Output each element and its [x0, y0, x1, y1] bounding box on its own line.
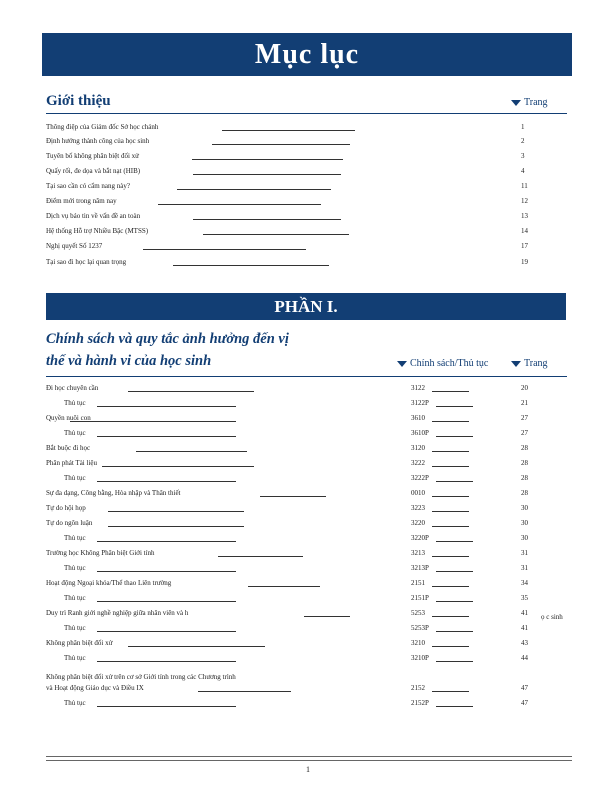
- policy-page: 28: [521, 474, 528, 482]
- policy-code: 3220: [411, 519, 425, 527]
- policy-entry-label: Sự đa dạng, Công bằng, Hòa nhập và Thân thiết: [46, 489, 181, 497]
- policy-entry-label: Tự do hội họp: [46, 504, 86, 512]
- toc-entry-page: 2: [521, 137, 525, 145]
- toc-leader-line: [97, 601, 236, 602]
- policy-entry[interactable]: [0, 502, 616, 514]
- policy-page: 28: [521, 489, 528, 497]
- policy-entry-label: Quyền nuôi con: [46, 414, 91, 422]
- toc-entry-label: Quấy rối, đe dọa và bắt nạt (HIB): [46, 167, 141, 175]
- toc-leader-line: [192, 159, 343, 160]
- toc-entry[interactable]: [0, 225, 616, 237]
- policy-code: 3210P: [411, 654, 429, 662]
- policy-code: 2152: [411, 684, 425, 692]
- policy-page: 34: [521, 579, 528, 587]
- policy-entry[interactable]: [0, 682, 616, 694]
- policy-page: 35: [521, 594, 528, 602]
- policy-entry-label: Thủ tục: [64, 429, 86, 437]
- policy-code: 0010: [411, 489, 425, 497]
- policy-code: 2151P: [411, 594, 429, 602]
- code-leader-line: [432, 556, 469, 557]
- policy-entry[interactable]: [0, 457, 616, 469]
- toc-leader-line: [108, 526, 244, 527]
- policy-code: 3122: [411, 384, 425, 392]
- toc-entry-label: Điểm mới trong năm nay: [46, 197, 117, 205]
- toc-entry[interactable]: [0, 256, 616, 268]
- policy-page: 28: [521, 459, 528, 467]
- code-leader-line: [436, 541, 473, 542]
- toc-leader-line: [102, 466, 254, 467]
- toc-leader-line: [128, 646, 265, 647]
- policy-entry-label: Hoạt động Ngoại khóa/Thể thao Liên trường: [46, 579, 172, 587]
- toc-leader-line: [203, 234, 349, 235]
- toc-entry-page: 19: [521, 258, 528, 266]
- footer-page-number: 1: [306, 765, 310, 774]
- policy-entry-label: Phân phát Tài liệu: [46, 459, 97, 467]
- part-title-line1: Chính sách và quy tắc ảnh hưởng đến vị: [46, 331, 289, 347]
- toc-entry-page: 13: [521, 212, 528, 220]
- code-leader-line: [432, 496, 469, 497]
- policy-entry[interactable]: [0, 382, 616, 394]
- policy-code: 3122P: [411, 399, 429, 407]
- policy-code: 5253P: [411, 624, 429, 632]
- policy-entry[interactable]: [0, 487, 616, 499]
- toc-leader-line: [222, 130, 355, 131]
- multi-line-entry-title: Không phân biệt đối xử trên cơ sở Giới tính trong các Chương trình: [46, 673, 236, 681]
- policy-code: 3223: [411, 504, 425, 512]
- policy-code: 3610P: [411, 429, 429, 437]
- toc-leader-line: [97, 481, 236, 482]
- toc-leader-line: [97, 406, 236, 407]
- policy-code: 3210: [411, 639, 425, 647]
- code-leader-line: [432, 466, 469, 467]
- part-page-label: Trang: [524, 358, 548, 369]
- toc-leader-line: [97, 541, 236, 542]
- footer-rule-bottom: [46, 760, 572, 761]
- part-banner: [46, 293, 566, 320]
- policy-entry[interactable]: [0, 397, 616, 409]
- policy-page: 28: [521, 444, 528, 452]
- toc-entry-page: 11: [521, 182, 528, 190]
- toc-leader-line: [158, 204, 321, 205]
- code-leader-line: [436, 481, 473, 482]
- toc-entry-label: Định hướng thành công của học sinh: [46, 137, 150, 145]
- policy-code: 3213P: [411, 564, 429, 572]
- toc-entry[interactable]: [0, 180, 616, 192]
- stray-text: ọ c sinh: [541, 613, 563, 621]
- policy-code: 3213: [411, 549, 425, 557]
- intro-section-title: Giới thiệu: [46, 93, 111, 109]
- policy-entry[interactable]: [0, 637, 616, 649]
- footer-rule-top: [46, 756, 572, 757]
- toc-leader-line: [97, 706, 236, 707]
- policy-page: 27: [521, 429, 528, 437]
- part-banner-label: PHẦN I.: [274, 297, 338, 316]
- toc-leader-line: [97, 631, 236, 632]
- policy-code: 3610: [411, 414, 425, 422]
- toc-entry[interactable]: [0, 135, 616, 147]
- toc-entry[interactable]: [0, 195, 616, 207]
- policy-entry-label: Bắt buộc đi học: [46, 444, 91, 452]
- toc-leader-line: [136, 451, 247, 452]
- policy-entry-label: Thủ tục: [64, 474, 86, 482]
- policy-entry-label: Thủ tục: [64, 624, 86, 632]
- policy-entry-label: và Hoạt động Giáo dục và Điều IX: [46, 684, 144, 692]
- policy-entry[interactable]: [0, 652, 616, 664]
- toc-entry-label: Tại sao cần có cẩm nang này?: [46, 182, 130, 190]
- toc-leader-line: [143, 249, 306, 250]
- policy-code: 3120: [411, 444, 425, 452]
- page-title: Mục lục: [254, 39, 360, 70]
- triangle-down-icon: [511, 361, 521, 367]
- toc-entry[interactable]: [0, 210, 616, 222]
- policy-entry-label: Duy trì Ranh giới nghề nghiệp giữa nhân viên và h: [46, 609, 189, 617]
- policy-entry-label: Thủ tục: [64, 564, 86, 572]
- code-leader-line: [436, 406, 473, 407]
- policy-page: 47: [521, 684, 528, 692]
- policy-code: 3222P: [411, 474, 429, 482]
- policy-column-text: Chính sách/Thủ tục: [410, 358, 489, 369]
- toc-entry-label: Dịch vụ báo tin về vấn đề an toàn: [46, 212, 141, 220]
- policy-entry[interactable]: [0, 562, 616, 574]
- policy-entry[interactable]: [0, 592, 616, 604]
- intro-page-label: Trang: [524, 97, 548, 108]
- policy-page: 43: [521, 639, 528, 647]
- policy-entry-label: Trường học Không Phân biệt Giới tính: [46, 549, 155, 557]
- policy-code: 3222: [411, 459, 425, 467]
- page-title-banner: [42, 33, 572, 76]
- code-leader-line: [432, 421, 469, 422]
- policy-entry-label: Thủ tục: [64, 534, 86, 542]
- policy-code: 3220P: [411, 534, 429, 542]
- toc-entry-label: Hệ thống Hỗ trợ Nhiều Bậc (MTSS): [46, 227, 149, 235]
- policy-column-label: [397, 358, 488, 369]
- toc-leader-line: [97, 571, 236, 572]
- policy-entry-label: Thủ tục: [64, 399, 86, 407]
- policy-page: 21: [521, 399, 528, 407]
- toc-leader-line: [198, 691, 291, 692]
- policy-entry[interactable]: [0, 547, 616, 559]
- toc-leader-line: [304, 616, 350, 617]
- policy-entry[interactable]: [0, 697, 616, 709]
- toc-leader-line: [97, 661, 236, 662]
- toc-entry-page: 4: [521, 167, 525, 175]
- toc-leader-line: [260, 496, 326, 497]
- toc-entry-label: Thông điệp của Giám đốc Sở học chánh: [46, 123, 159, 131]
- code-leader-line: [432, 691, 469, 692]
- toc-entry-page: 12: [521, 197, 528, 205]
- policy-entry-label: Thủ tục: [64, 699, 86, 707]
- policy-entry-label: Thủ tục: [64, 654, 86, 662]
- policy-entry[interactable]: [0, 622, 616, 634]
- toc-leader-line: [173, 265, 329, 266]
- code-leader-line: [436, 631, 473, 632]
- toc-leader-line: [128, 391, 254, 392]
- toc-entry-label: Tuyên bố không phân biệt đối xử: [46, 152, 139, 160]
- policy-entry-label: Tự do ngôn luận: [46, 519, 93, 527]
- toc-entry-label: Nghị quyết Số 1237: [46, 242, 103, 250]
- toc-entry[interactable]: [0, 121, 616, 133]
- toc-entry[interactable]: [0, 165, 616, 177]
- policy-page: 30: [521, 519, 528, 527]
- policy-entry[interactable]: [0, 412, 616, 424]
- policy-entry-label: Thủ tục: [64, 594, 86, 602]
- code-leader-line: [436, 571, 473, 572]
- code-leader-line: [432, 586, 469, 587]
- code-leader-line: [432, 391, 469, 392]
- policy-code: 2151: [411, 579, 425, 587]
- code-leader-line: [432, 511, 469, 512]
- policy-entry[interactable]: [0, 427, 616, 439]
- policy-page: 30: [521, 504, 528, 512]
- toc-entry-page: 14: [521, 227, 528, 235]
- policy-page: 47: [521, 699, 528, 707]
- policy-entry[interactable]: [0, 577, 616, 589]
- triangle-down-icon: [511, 100, 521, 106]
- toc-entry[interactable]: [0, 150, 616, 162]
- toc-leader-line: [218, 556, 303, 557]
- code-leader-line: [432, 616, 469, 617]
- policy-page: 41: [521, 609, 528, 617]
- policy-entry[interactable]: [0, 442, 616, 454]
- toc-leader-line: [70, 421, 236, 422]
- part-title-line2: thế và hành vi của học sinh: [46, 353, 212, 369]
- code-leader-line: [436, 601, 473, 602]
- policy-entry[interactable]: [0, 472, 616, 484]
- toc-leader-line: [177, 189, 331, 190]
- policy-entry[interactable]: [0, 532, 616, 544]
- toc-leader-line: [212, 144, 350, 145]
- policy-page: 30: [521, 534, 528, 542]
- toc-leader-line: [97, 436, 236, 437]
- toc-entry-page: 17: [521, 242, 528, 250]
- toc-entry-page: 3: [521, 152, 525, 160]
- part-page-column-label: [511, 358, 548, 369]
- policy-code: 2152P: [411, 699, 429, 707]
- intro-title-rule: [46, 113, 567, 114]
- toc-leader-line: [193, 219, 341, 220]
- policy-entry[interactable]: [0, 517, 616, 529]
- code-leader-line: [432, 451, 469, 452]
- code-leader-line: [436, 706, 473, 707]
- code-leader-line: [436, 661, 473, 662]
- triangle-down-icon: [397, 361, 407, 367]
- policy-entry-label: Đi học chuyên cần: [46, 384, 99, 392]
- policy-entry[interactable]: [0, 607, 616, 619]
- code-leader-line: [432, 646, 469, 647]
- toc-entry-page: 1: [521, 123, 525, 131]
- toc-leader-line: [248, 586, 320, 587]
- toc-entry-label: Tại sao đi học lại quan trọng: [46, 258, 127, 266]
- code-leader-line: [436, 436, 473, 437]
- toc-leader-line: [193, 174, 341, 175]
- code-leader-line: [432, 526, 469, 527]
- policy-entry-label: Không phân biệt đối xử: [46, 639, 113, 647]
- policy-code: 5253: [411, 609, 425, 617]
- policy-page: 31: [521, 549, 528, 557]
- toc-entry[interactable]: [0, 240, 616, 252]
- policy-page: 27: [521, 414, 528, 422]
- part-title-rule: [46, 376, 567, 377]
- policy-page: 20: [521, 384, 528, 392]
- policy-page: 31: [521, 564, 528, 572]
- policy-page: 44: [521, 654, 528, 662]
- policy-page: 41: [521, 624, 528, 632]
- toc-leader-line: [108, 511, 244, 512]
- intro-page-column-label: [511, 97, 548, 108]
